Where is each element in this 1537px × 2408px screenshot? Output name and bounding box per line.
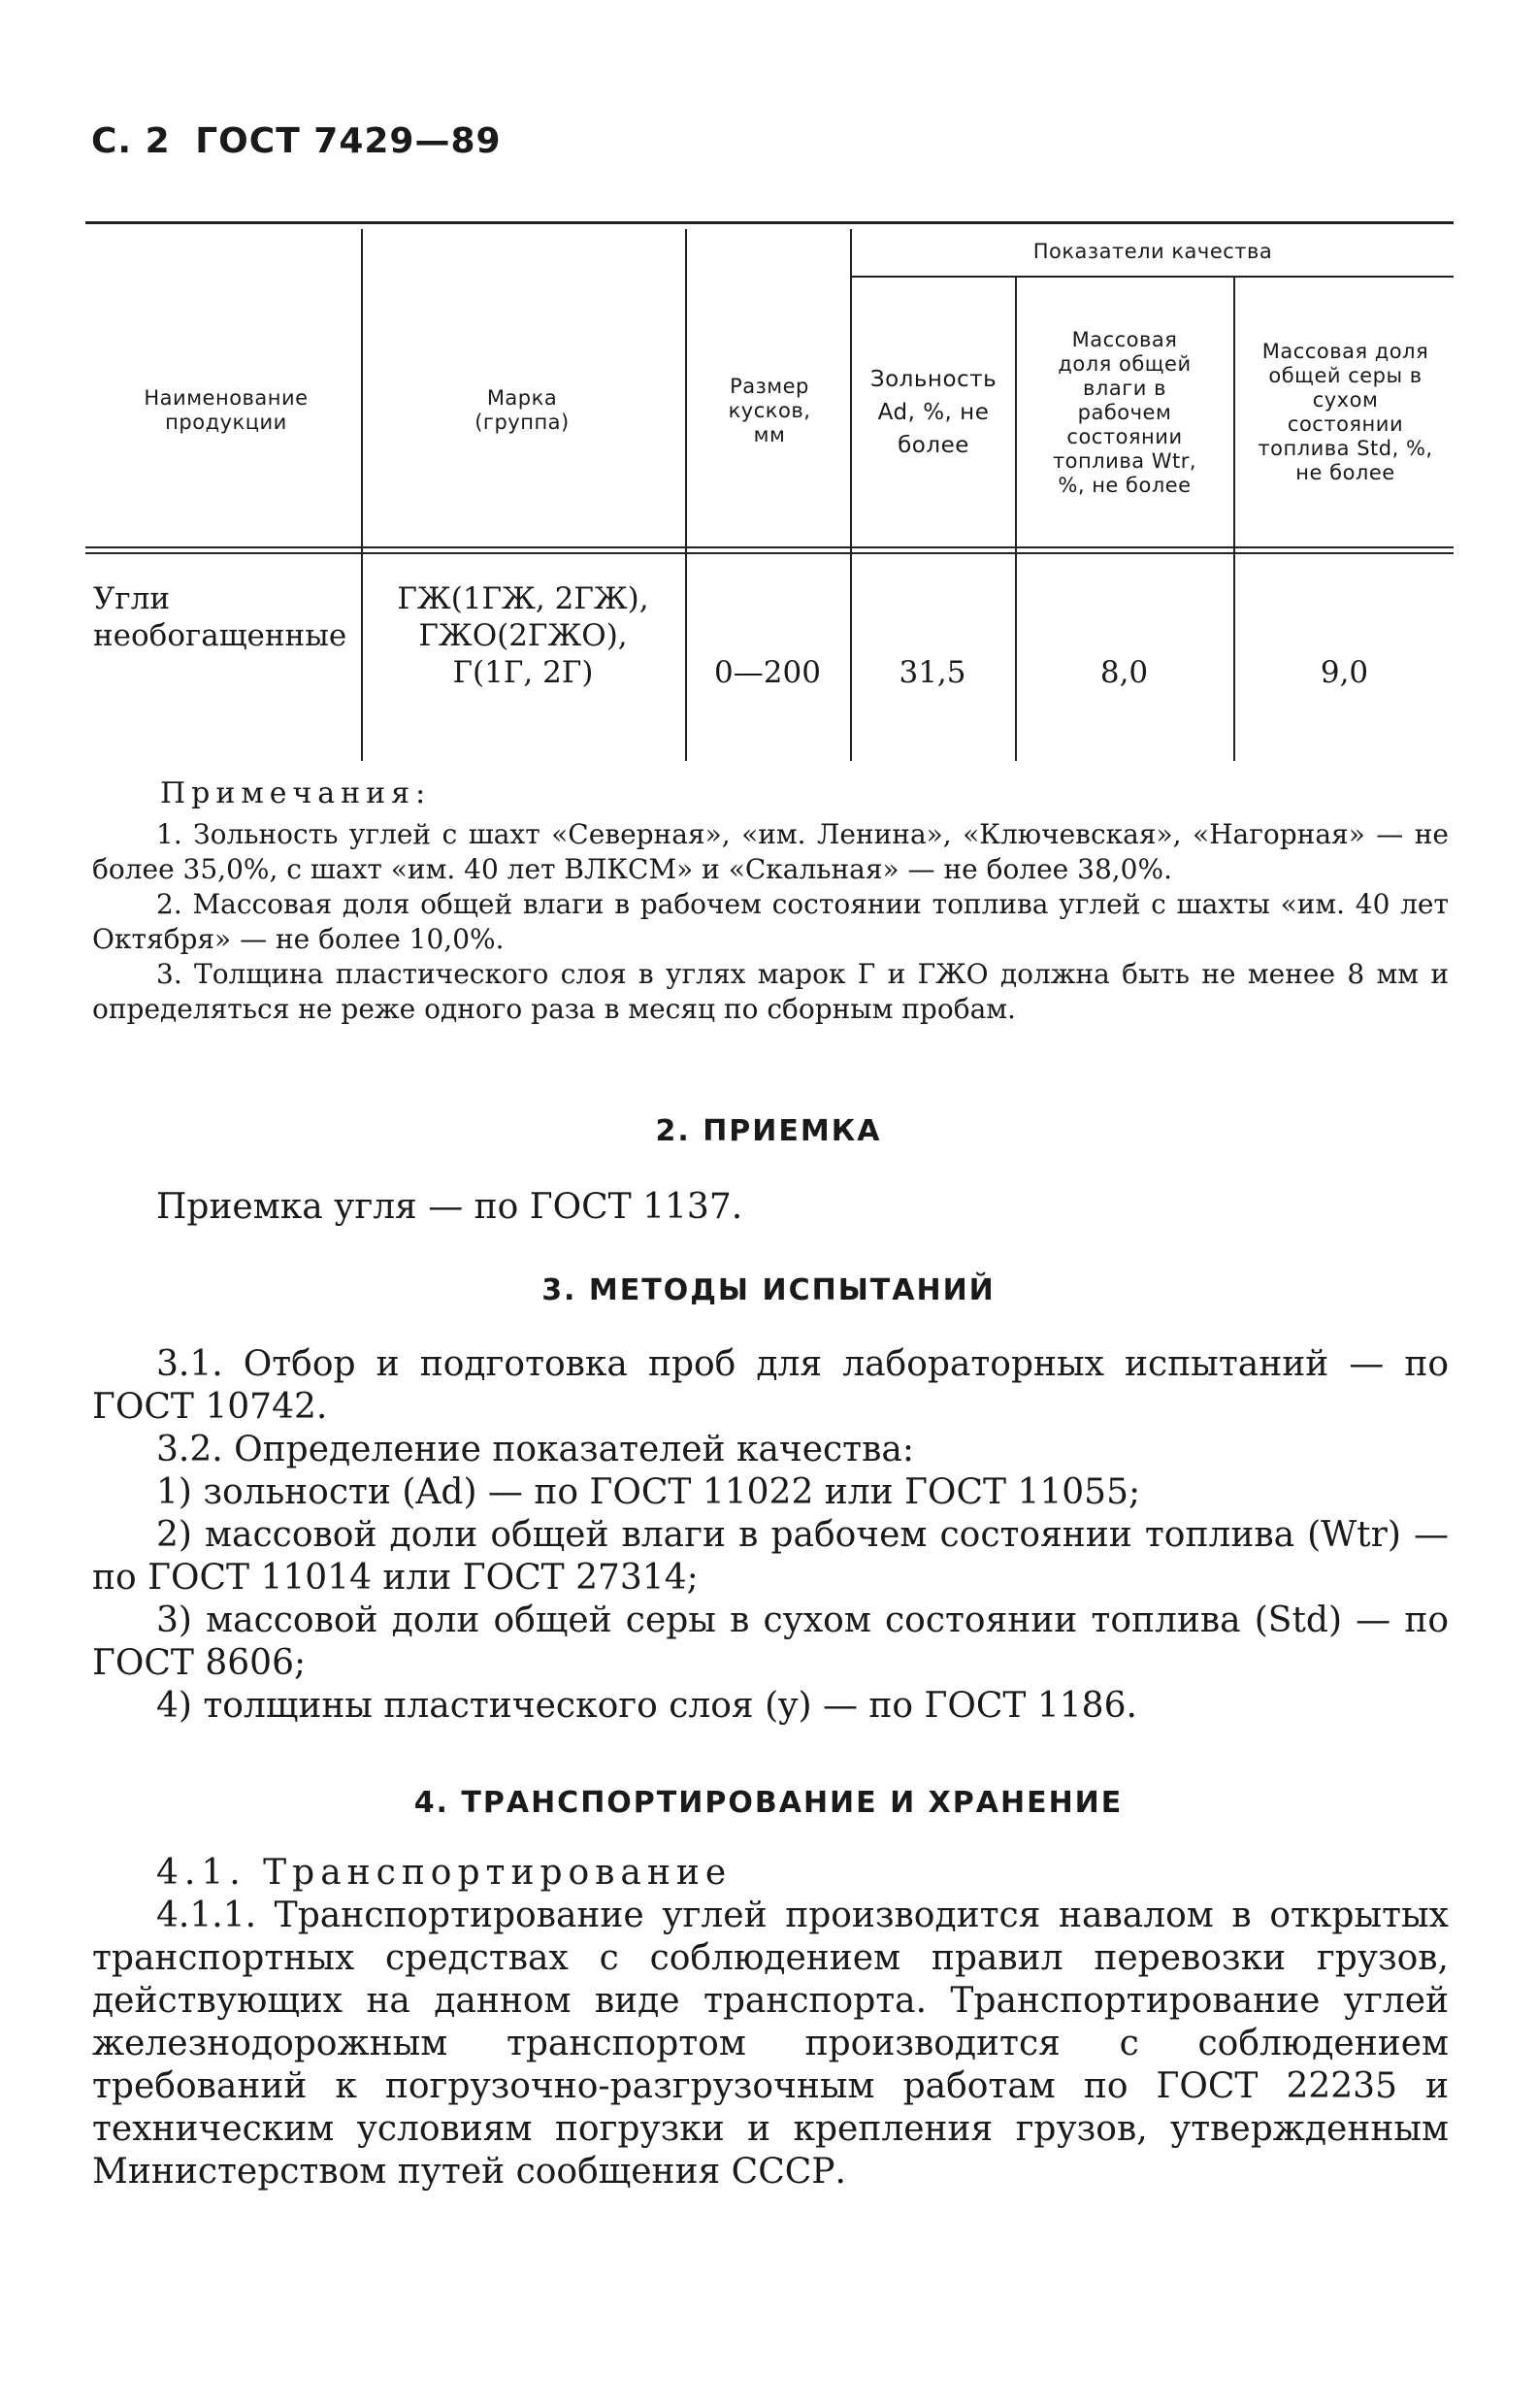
col-header-grade: Марка (группа) [474, 386, 570, 434]
note-item: 3. Толщина пластического слоя в углях марок Г и ГЖО должна быть не менее 8 мм и определяться не реже одного раза в месяц по сборным пробам. [92, 958, 1449, 1025]
clause-3-1: 3.1. Отбор и подготовка проб для лабораторных испытаний — по ГОСТ 10742. [92, 1344, 1449, 1427]
section-2-title: 2. ПРИЕМКА [655, 1114, 882, 1148]
section-3-title: 3. МЕТОДЫ ИСПЫТАНИЙ [541, 1273, 996, 1307]
group-header-quality: Показатели качества [1032, 239, 1273, 263]
group-header-rule [850, 276, 1454, 278]
cell-moisture: 8,0 [1099, 655, 1149, 690]
clause-3-2-item: 1) зольности (Ad) — по ГОСТ 11022 или ГОСТ 11055; [156, 1472, 1141, 1512]
cell-sulfur: 9,0 [1320, 655, 1369, 690]
table-notes [92, 776, 1449, 1027]
clause-3-2-item: 2) массовой доли общей влаги в рабочем состоянии топлива (Wtr) — по ГОСТ 11014 или ГОСТ 27314; [92, 1515, 1449, 1598]
section-4-title: 4. ТРАНСПОРТИРОВАНИЕ И ХРАНЕНИЕ [413, 1786, 1124, 1820]
col-header-sulfur: Массовая доля общей серы в сухом состоянии топлива Std, %, не более [1258, 340, 1433, 484]
clause-3-2: 3.2. Определение показателей качества: [156, 1430, 914, 1469]
page-header [91, 121, 502, 161]
note-item: 2. Массовая доля общей влаги в рабочем состоянии топлива углей с шахты «им. 40 лет Октября» — не более 10,0%. [92, 888, 1449, 955]
standard-number: ГОСТ 7429—89 [195, 121, 502, 161]
table-top-rule [85, 221, 1454, 224]
clause-4-1-title: 4.1. Транспортирование [156, 1853, 733, 1893]
quality-table [85, 221, 1454, 765]
note-item: 1. Зольность углей с шахт «Северная», «им. Ленина», «Ключевская», «Нагорная» — не более 35,0%, с шахт «им. 40 лет ВЛКСМ» и «Скальная» — не более 38,0%. [92, 818, 1449, 885]
clause-3-2-item: 4) толщины пластического слоя (y) — по ГОСТ 1186. [156, 1686, 1137, 1726]
cell-ash: 31,5 [899, 655, 966, 690]
notes-title: Примечания: [160, 776, 432, 810]
cell-product: Угли необогащенные [93, 581, 347, 653]
section-3-body [92, 1343, 1449, 1728]
col-header-moisture: Массовая доля общей влаги в рабочем состоянии топлива Wtr, %, не более [1052, 327, 1197, 497]
section-2-text: Приемка угля — по ГОСТ 1137. [156, 1187, 743, 1227]
table-header-rule-1 [85, 546, 1454, 548]
cell-grade: ГЖ(1ГЖ, 2ГЖ), ГЖО(2ГЖО), Г(1Г, 2Г) [397, 581, 649, 690]
table-header-rule-2 [85, 552, 1454, 554]
cell-size: 0—200 [714, 655, 821, 690]
clause-3-2-item: 3) массовой доли общей серы в сухом состоянии топлива (Std) — по ГОСТ 8606; [92, 1600, 1449, 1683]
col-header-size: Размер кусков, мм [728, 374, 811, 446]
col-header-product: Наименование продукции [144, 386, 309, 434]
table-vline [361, 229, 363, 761]
page-number: С. 2 [91, 121, 171, 161]
col-header-ash: Зольность Ad, %, не более [869, 367, 997, 458]
clause-4-1-1: 4.1.1. Транспортирование углей производится навалом в открытых транспортных средствах с соблюдением правил перевозки грузов, действующих на данном виде транспорта. Транспортирование углей железнодорожным транспортом производится с соблюдением требований к погрузочно-разгрузочным работам по ГОСТ 22235 и техническим условиям погрузки и крепления грузов, утвержденным Министерством путей сообщения СССР. [92, 1896, 1449, 2192]
section-4-body [92, 1852, 1449, 2194]
